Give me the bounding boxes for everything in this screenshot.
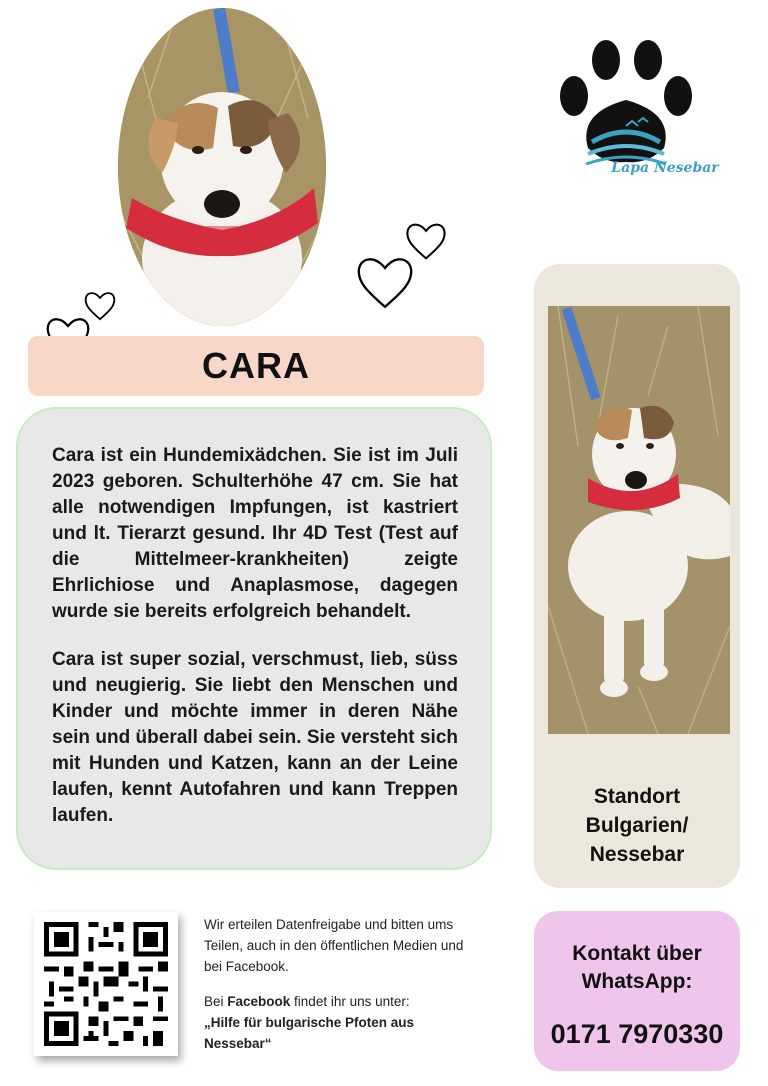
location-label: Standort: [593, 785, 681, 808]
share-info: [204, 914, 464, 1054]
description-paragraph-1: Cara ist ein Hundemixädchen. Sie ist im Juli 2023 geboren. Schulterhöhe 47 cm. Sie hat alle notwendigen Impfungen, ist kastriert und lt. Tierarzt gesund. Ihr 4D Test (Test auf die Mittelmeer-krankheiten) zeigte Ehrlichiose und Anaplasmose, dagegen wurde sie bereits erfolgreich behandelt.: [52, 445, 458, 622]
location-country: Bulgarien/: [585, 814, 689, 837]
share-info-paragraph: Wir erteilen Datenfreigabe und bitten ums Teilen, auch in den öffentlichen Medien und bei Facebook.: [204, 917, 464, 974]
contact-title-line-1: Kontakt über: [572, 942, 702, 965]
facebook-info: [204, 991, 464, 1054]
contact-phone[interactable]: 0171 7970330: [550, 1019, 724, 1049]
qr-code[interactable]: [34, 912, 178, 1056]
description-box: [16, 407, 492, 870]
contact-title-line-2: WhatsApp:: [581, 970, 693, 993]
dog-name: CARA: [202, 345, 310, 386]
dog-photo-oval: [118, 8, 326, 326]
heart-icon: [82, 288, 118, 322]
contact-title: [534, 940, 740, 996]
dog-photo-lying: [548, 306, 730, 734]
name-banner: [28, 336, 484, 396]
location-text: [534, 782, 740, 869]
facebook-suffix: findet ihr uns unter:: [290, 994, 410, 1009]
facebook-label[interactable]: Facebook: [227, 994, 291, 1009]
facebook-group-name[interactable]: „Hilfe für bulgarische Pfoten aus Nessebar“: [204, 1015, 415, 1051]
qr-code-icon: [34, 912, 178, 1056]
logo-text: Lapa Nesebar: [611, 160, 719, 176]
heart-icon: [403, 218, 449, 262]
location-city: Nessebar: [589, 843, 685, 866]
facebook-prefix: Bei: [204, 994, 228, 1009]
description-paragraph-2: Cara ist super sozial, verschmust, lieb, süss und neugierig. Sie liebt den Menschen und Kinder und möchte immer in deren Nähe sein und überall dabei sein. Sie versteht sich mit Hunden und Katzen, kann an der Leine laufen, kennt Autofahren und kann Treppen laufen.: [52, 649, 458, 826]
